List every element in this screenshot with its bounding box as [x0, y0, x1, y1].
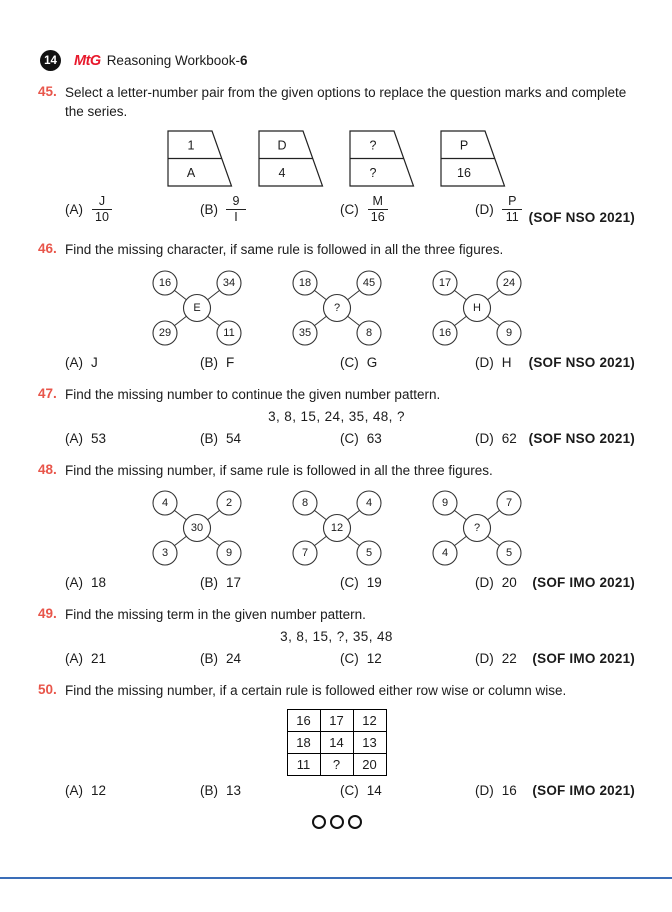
- svg-text:8: 8: [365, 326, 372, 339]
- svg-text:7: 7: [301, 547, 308, 560]
- grid-cell: 18: [287, 732, 320, 754]
- option-a: (A) 53: [65, 430, 107, 446]
- svg-text:16: 16: [158, 276, 171, 289]
- option-label: (D): [475, 202, 494, 218]
- svg-text:35: 35: [298, 326, 311, 339]
- source-tag: (SOF IMO 2021): [532, 575, 635, 591]
- question-48: [38, 462, 635, 591]
- svg-text:17: 17: [438, 276, 451, 289]
- svg-text:H: H: [472, 301, 481, 314]
- svg-text:16: 16: [457, 166, 471, 181]
- book-title: [107, 53, 248, 68]
- number-grid: [287, 709, 387, 776]
- option-d: [475, 194, 523, 225]
- option-a: (A) 18: [65, 575, 107, 591]
- option-d: (D) 62: [475, 430, 517, 446]
- svg-text:4: 4: [278, 166, 286, 181]
- option-d: (D) H: [475, 354, 512, 370]
- svg-text:11: 11: [222, 326, 235, 339]
- question-46-head: [38, 241, 635, 260]
- number-pattern: 3, 8, 15, 24, 35, 48, ?: [268, 408, 405, 424]
- question-47-head: [38, 386, 635, 405]
- svg-text:9: 9: [505, 326, 512, 339]
- svg-text:7: 7: [505, 497, 512, 510]
- grid-row: [287, 710, 386, 732]
- q50-options: [65, 783, 635, 798]
- circle-icon: [330, 815, 344, 829]
- svg-text:9: 9: [441, 497, 448, 510]
- grid-cell: 12: [353, 710, 386, 732]
- svg-text:3: 3: [161, 547, 168, 560]
- question-47: [38, 386, 635, 446]
- question-number: 48.: [38, 461, 57, 477]
- source-tag: (SOF NSO 2021): [528, 210, 635, 226]
- grid-row: [287, 732, 386, 754]
- svg-text:?: ?: [369, 166, 377, 181]
- number-pattern: 3, 8, 15, ?, 35, 48: [280, 628, 393, 644]
- source-tag: (SOF NSO 2021): [528, 354, 635, 370]
- question-text: Find the missing number, if same rule is followed in all the three figures.: [65, 462, 493, 478]
- svg-text:12: 12: [330, 522, 343, 535]
- q45-options: [65, 194, 635, 225]
- footer-rule: [0, 877, 672, 879]
- book-edition: 6: [240, 53, 248, 68]
- option-label: (B): [200, 202, 218, 218]
- option-a: (A) 21: [65, 650, 107, 666]
- grid-cell: 14: [320, 732, 353, 754]
- question-48-head: [38, 462, 635, 481]
- svg-text:P: P: [459, 138, 469, 153]
- svg-text:4: 4: [365, 497, 372, 510]
- svg-text:2: 2: [225, 497, 232, 510]
- mtg-logo: MtG: [74, 52, 101, 69]
- question-45-head: [38, 84, 635, 121]
- grid-cell: 20: [353, 754, 386, 776]
- q45-figure-series: [38, 130, 635, 187]
- option-c: (C) 19: [340, 575, 382, 591]
- option-b: [200, 194, 340, 225]
- svg-text:30: 30: [190, 522, 203, 535]
- trapezoid-cell: [167, 130, 233, 187]
- svg-text:4: 4: [441, 547, 448, 560]
- option-a: (A) 12: [65, 783, 107, 799]
- trapezoid-cell: [349, 130, 415, 187]
- source-tag: (SOF NSO 2021): [528, 430, 635, 446]
- option-label: (C): [340, 202, 359, 218]
- option-d: (D) 20: [475, 575, 517, 591]
- svg-text:29: 29: [158, 326, 171, 339]
- question-number: 49.: [38, 606, 57, 622]
- book-title-text: Reasoning Workbook-: [106, 53, 241, 68]
- svg-text:?: ?: [369, 138, 377, 153]
- question-text: Find the missing number to continue the given number pattern.: [65, 386, 441, 402]
- svg-text:24: 24: [502, 276, 515, 289]
- trapezoid-cell: [440, 130, 506, 187]
- svg-text:?: ?: [333, 301, 340, 314]
- svg-text:5: 5: [365, 547, 372, 560]
- svg-text:?: ?: [473, 522, 480, 535]
- svg-text:9: 9: [225, 547, 232, 560]
- option-fraction: $\frac{J}{10}$: [91, 194, 113, 225]
- question-number: 50.: [38, 681, 57, 697]
- question-number: 46.: [38, 241, 57, 257]
- svg-text:34: 34: [222, 276, 235, 289]
- question-50: [38, 682, 635, 799]
- question-49: [38, 606, 635, 666]
- question-45: [38, 84, 635, 225]
- option-c: (C) G: [340, 354, 378, 370]
- grid-cell: 16: [287, 710, 320, 732]
- grid-cell: 11: [287, 754, 320, 776]
- circle-icon: [312, 815, 326, 829]
- question-50-head: [38, 682, 635, 701]
- svg-text:D: D: [277, 138, 287, 153]
- question-number: 45.: [38, 84, 57, 99]
- option-fraction: $\frac{M}{16}$: [367, 194, 389, 225]
- q46-options: [65, 355, 635, 370]
- grid-cell: 13: [353, 732, 386, 754]
- page-header: [40, 50, 635, 71]
- option-c: (C) 14: [340, 783, 382, 799]
- q49-options: [65, 651, 635, 666]
- q47-options: [65, 431, 635, 446]
- q48-figures: [38, 488, 635, 568]
- option-c: [340, 194, 475, 225]
- question-49-head: [38, 606, 635, 625]
- grid-row: [287, 754, 386, 776]
- question-46: [38, 241, 635, 370]
- grid-cell: ?: [320, 754, 353, 776]
- option-c: (C) 63: [340, 430, 382, 446]
- x-figure: [149, 268, 245, 348]
- grid-cell: 17: [320, 710, 353, 732]
- question-text: Select a letter-number pair from the given options to replace the question marks and complete the series.: [65, 85, 627, 119]
- page-number-badge: [40, 50, 61, 71]
- svg-text:E: E: [192, 301, 201, 314]
- svg-text:18: 18: [298, 276, 311, 289]
- option-a: (A) J: [65, 354, 98, 370]
- option-c: (C) 12: [340, 650, 382, 666]
- circle-icon: [348, 815, 362, 829]
- source-tag: (SOF IMO 2021): [532, 650, 635, 666]
- svg-text:A: A: [186, 166, 196, 181]
- page-number: 14: [44, 54, 57, 67]
- x-figure: [149, 488, 245, 568]
- source-tag: (SOF IMO 2021): [532, 783, 635, 799]
- option-fraction: $\frac{9}{I}$: [226, 194, 246, 225]
- option-b: (B) 54: [200, 430, 242, 446]
- option-b: (B) 13: [200, 783, 242, 799]
- option-label: (A): [65, 202, 83, 218]
- end-marker-dots: [38, 815, 635, 829]
- q46-figures: [38, 268, 635, 348]
- question-text: Find the missing number, if a certain rule is followed either row wise or column wise.: [65, 682, 567, 698]
- question-text: Find the missing term in the given number pattern.: [65, 607, 366, 623]
- svg-text:1: 1: [187, 138, 195, 153]
- option-b: (B) 24: [200, 650, 242, 666]
- trapezoid-cell: [258, 130, 324, 187]
- question-number: 47.: [38, 385, 57, 401]
- svg-text:4: 4: [161, 497, 168, 510]
- svg-text:5: 5: [505, 547, 512, 560]
- option-d: (D) 22: [475, 650, 517, 666]
- x-figure: [289, 268, 385, 348]
- x-figure: [429, 488, 525, 568]
- svg-text:8: 8: [301, 497, 308, 510]
- option-d: (D) 16: [475, 783, 517, 799]
- svg-text:16: 16: [438, 326, 451, 339]
- option-b: (B) 17: [200, 575, 242, 591]
- option-b: (B) F: [200, 354, 235, 370]
- option-fraction: $\frac{P}{11}$: [502, 194, 523, 225]
- question-text: Find the missing character, if same rule is followed in all the three figures.: [65, 242, 504, 258]
- q48-options: [65, 575, 635, 590]
- x-figure: [289, 488, 385, 568]
- svg-text:45: 45: [362, 276, 375, 289]
- option-a: [65, 194, 200, 225]
- x-figure: [429, 268, 525, 348]
